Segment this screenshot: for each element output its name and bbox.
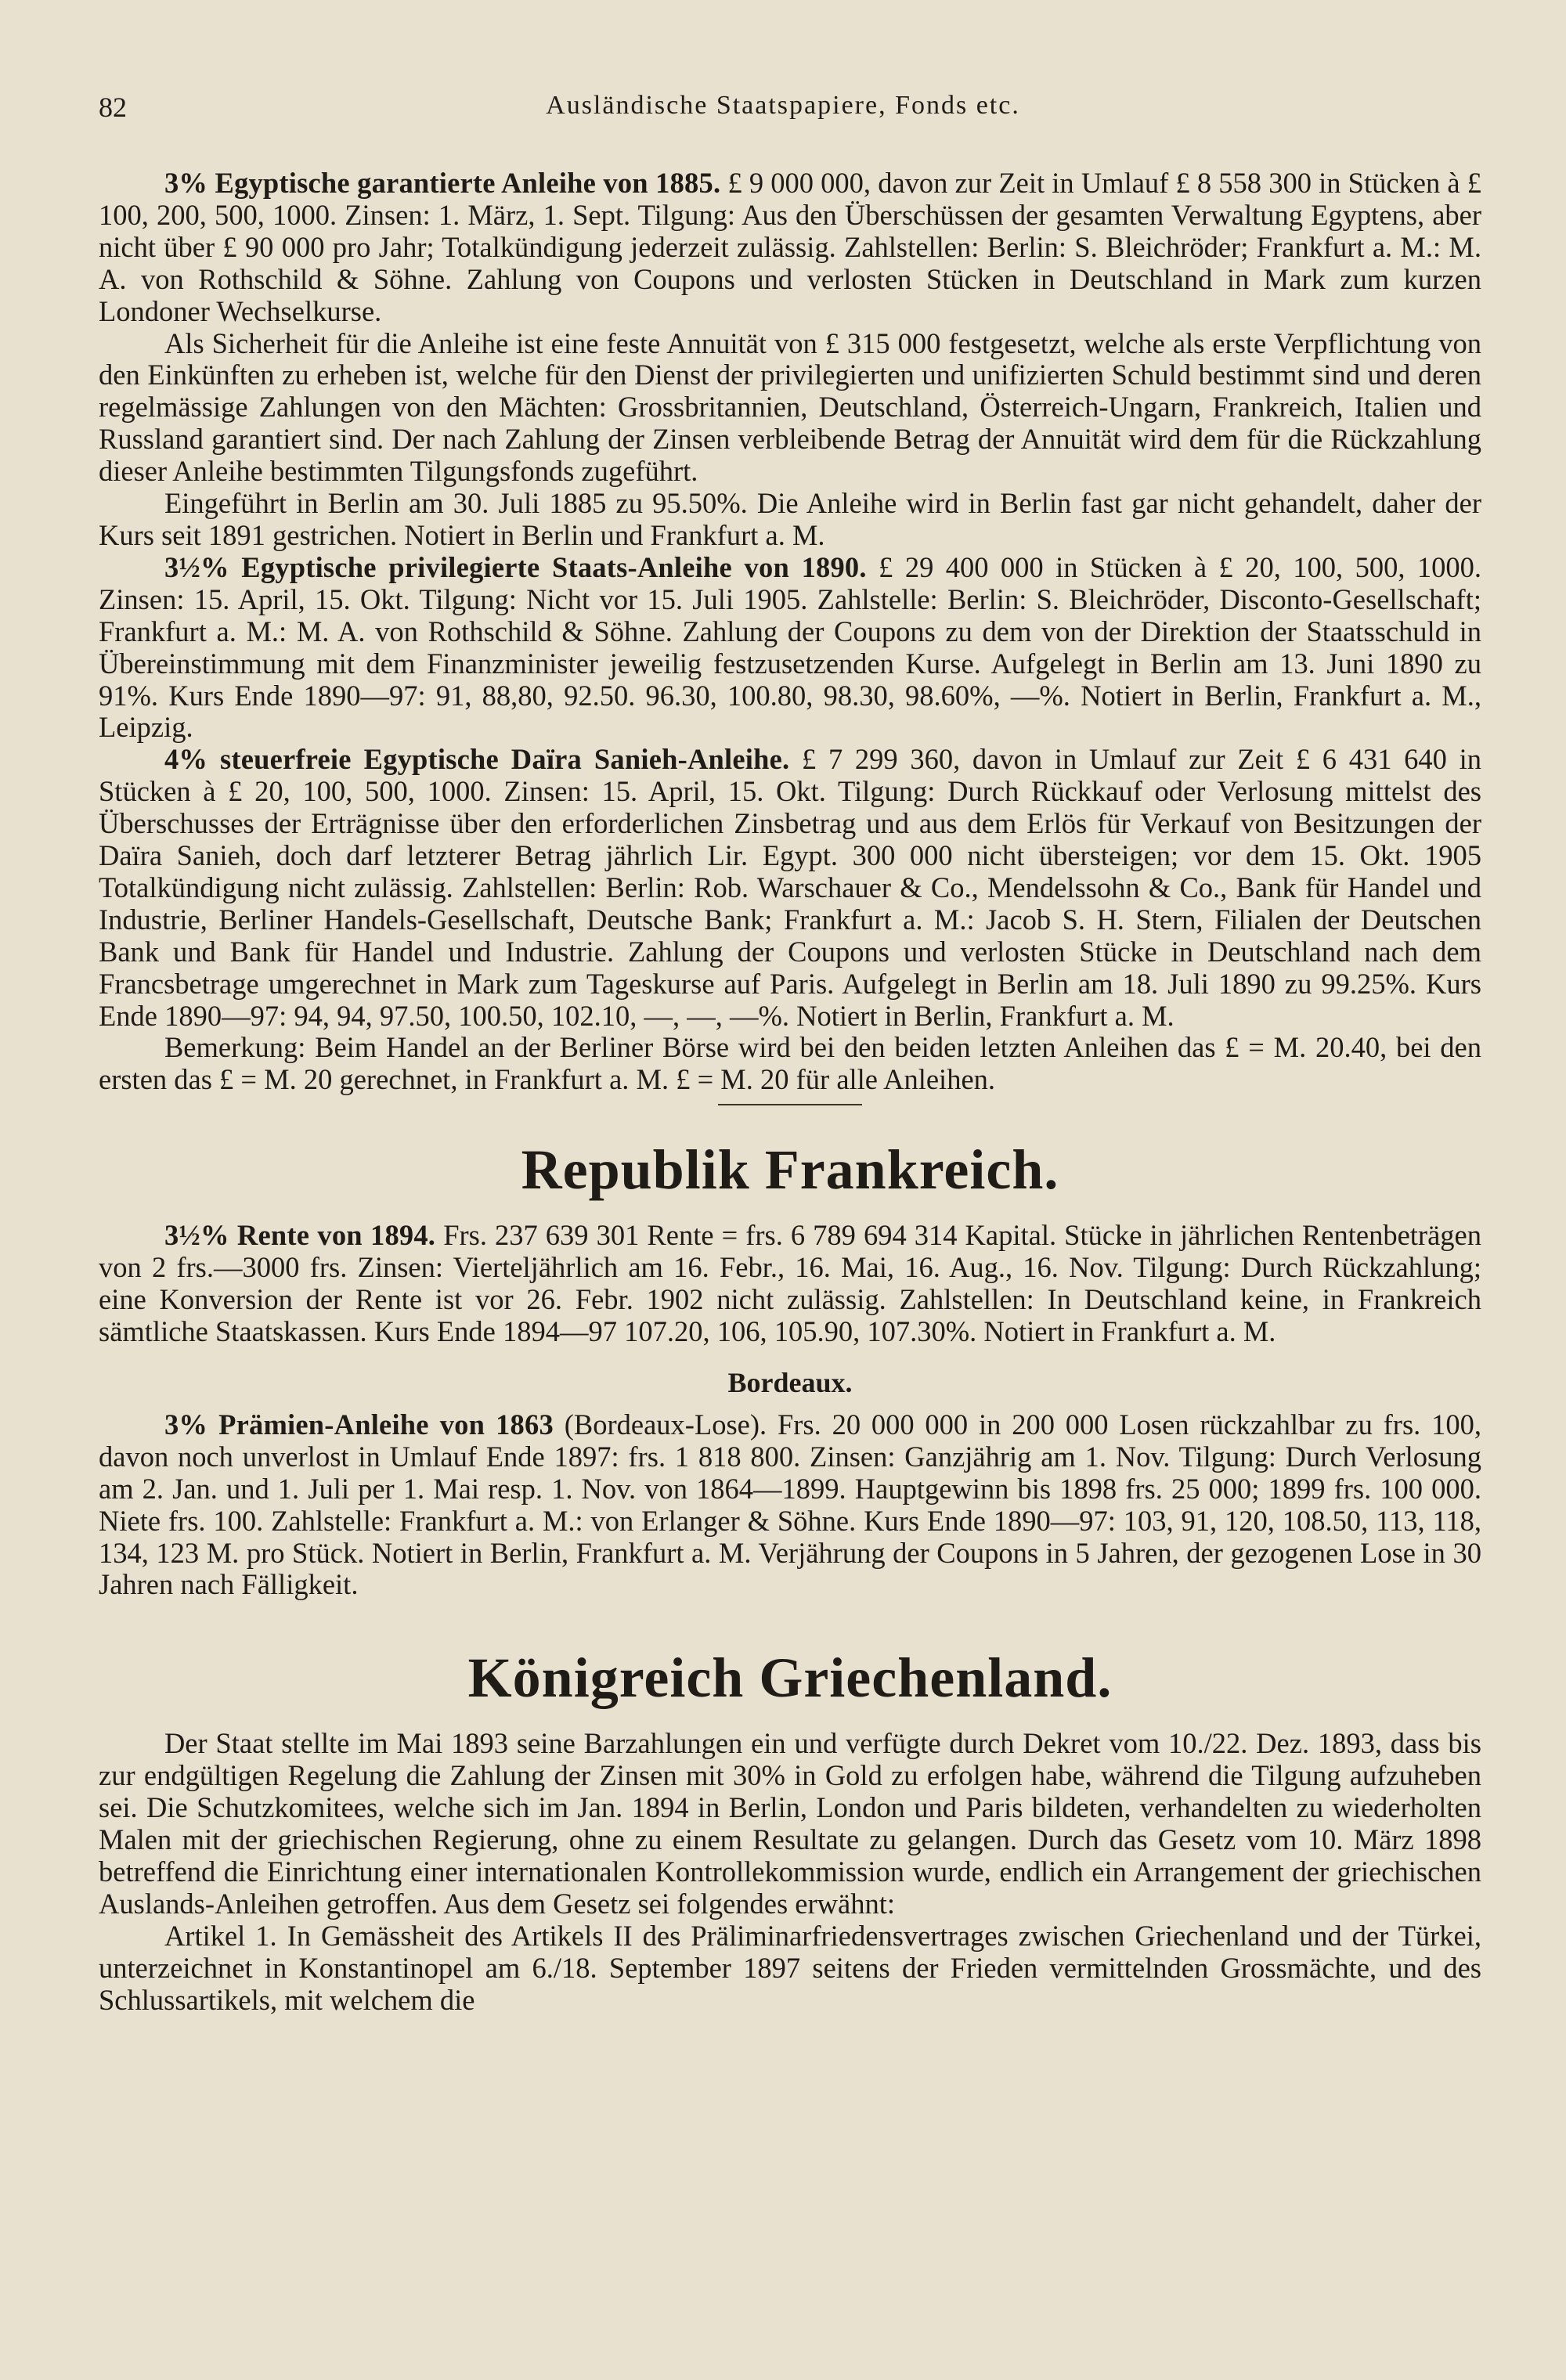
entry-text: £ 29 400 000 in Stücken à £ 20, 100, 500, 1000. Zinsen: 15. April, 15. Okt. Tilgung: Nicht vor 15. Juli 1905. Zahlstelle: Berlin: S. Bleichröder, Disconto-Gesellschaft; Frankfurt a. M.: M. A. von Rothschild & Söhne. Zahlung der Coupons zu dem von der Direktion der Staatsschuld in Übereinstimmung mit dem Finanzminister jeweilig festzusetzenden Kurse. Aufgelegt in Berlin am 13. Juni 1890 zu 91%. Kurs Ende 1890—97: 91, 88,80, 92.50. 96.30, 100.80, 98.30, 98.60%, —%. Notiert in Berlin, Frankfurt a. M., Leipzig. <box>99 550 1482 744</box>
page-body <box>99 168 1481 2017</box>
entry-title: 3% Egyptische garantierte Anleihe von 1885. <box>164 167 721 199</box>
greece-intro-paragraph: Der Staat stellte im Mai 1893 seine Barzahlungen ein und verfügte durch Dekret vom 10./22. Dez. 1893, dass bis zur endgültigen Regelung die Zahlung der Zinsen mit 30% in Gold zu erfolgen habe, während die Tilgung aufzuheben sei. Die Schutzkomitees, welche sich im Jan. 1894 in Berlin, London und Paris bildeten, verhandelten zu wiederholten Malen mit der griechischen Regierung, ohne zu einem Resultate zu gelangen. Durch das Gesetz vom 10. März 1898 betreffend die Einrichtung einer internationalen Kontrollekommission wurde, endlich ein Arrangement der griechischen Auslands-Anleihen getroffen. Aus dem Gesetz sei folgendes erwähnt: <box>99 1727 1481 1920</box>
entry-title: 3% Prämien-Anleihe von 1863 <box>164 1408 554 1441</box>
entry-title: 3½% Egyptische privilegierte Staats-Anleihe von 1890. <box>164 550 867 583</box>
running-title: Ausländische Staatspapiere, Fonds etc. <box>546 91 1020 120</box>
section-divider <box>718 1104 862 1105</box>
france-rente-1894-entry <box>99 1220 1481 1348</box>
entry-text: £ 7 299 360, davon in Umlauf zur Zeit £ 6 431 640 in Stücken à £ 20, 100, 500, 1000. Zinsen: 15. April, 15. Okt. Tilgung: Durch Rückkauf oder Verlosung mittelst des Überschusses der Erträgnisse über den erforderlichen Zinsbetrag und aus dem Erlös für Verkauf von Besitzungen der Daïra Sanieh, doch darf letzterer Betrag jährlich Lir. Egypt. 300 000 nicht übersteigen; vor dem 15. Okt. 1905 Totalkündigung nicht zulässig. Zahlstellen: Berlin: Rob. Warschauer & Co., Mendelssohn & Co., Bank für Handel und Industrie, Berliner Handels-Gesellschaft, Deutsche Bank; Frankfurt a. M.: Jacob S. H. Stern, Filialen der Deutschen Bank und Bank für Handel und Industrie. Zahlung der Coupons und verlosten Stücke in Deutschland nach dem Francsbetrage umgerechnet in Mark zum Tageskurse auf Paris. Aufgelegt in Berlin am 18. Juli 1890 zu 99.25%. Kurs Ende 1890—97: 94, 94, 97.50, 100.50, 102.10, —, —, —%. Notiert in Berlin, Frankfurt a. M. <box>99 743 1481 1032</box>
page-number: 82 <box>99 92 127 123</box>
section-heading-france: Republik Frankreich. <box>521 1138 1059 1202</box>
page-header <box>99 91 1467 130</box>
entry-text: £ 9 000 000, davon zur Zeit in Umlauf £ 8 558 300 in Stücken à £ 100, 200, 500, 1000. Zinsen: 1. März, 1. Sept. Tilgung: Aus den Überschüssen der gesamten Verwaltung Egyptens, aber nicht über £ 90 000 pro Jahr; Totalkündigung jederzeit zulässig. Zahlstellen: Berlin: S. Bleichröder; Frankfurt a. M.: M. A. von Rothschild & Söhne. Zahlung von Coupons und verlosten Stücken in Deutschland in Mark zum kurzen Londoner Wechselkurse. <box>99 167 1482 327</box>
entry-text: Frs. 237 639 301 Rente = frs. 6 789 694 314 Kapital. Stücke in jährlichen Rentenbeträgen von 2 frs.—3000 frs. Zinsen: Vierteljährlich am 16. Febr., 16. Mai, 16. Aug., 16. Nov. Tilgung: Durch Rückzahlung; eine Konversion der Rente ist vor 26. Febr. 1902 nicht zulässig. Zahlstellen: In Deutschland keine, in Frankreich sämtliche Staatskassen. Kurs Ende 1894—97 107.20, 106, 105.90, 107.30%. Notiert in Frankfurt a. M. <box>99 1219 1481 1347</box>
egypt-remark-paragraph: Bemerkung: Beim Handel an der Berliner Börse wird bei den beiden letzten Anleihen das £ = M. 20.40, bei den ersten das £ = M. 20 gerechnet, in Frankfurt a. M. £ = M. 20 für alle Anleihen. <box>99 1031 1481 1096</box>
egypt-listing-paragraph: Eingeführt in Berlin am 30. Juli 1885 zu 95.50%. Die Anleihe wird in Berlin fast gar nicht gehandelt, daher der Kurs seit 1891 gestrichen. Notiert in Berlin und Frankfurt a. M. <box>99 487 1481 551</box>
entry-text: (Bordeaux-Lose). Frs. 20 000 000 in 200 000 Losen rückzahlbar zu frs. 100, davon noch unverlost in Umlauf Ende 1897: frs. 1 818 800. Zinsen: Ganzjährig am 1. Nov. Tilgung: Durch Verlosung am 2. Jan. und 1. Juli per 1. Mai resp. 1. Nov. von 1864—1899. Hauptgewinn bis 1898 frs. 25 000; 1899 frs. 100 000. Niete frs. 100. Zahlstelle: Frankfurt a. M.: von Erlanger & Söhne. Kurs Ende 1890—97: 103, 91, 120, 108.50, 113, 118, 134, 123 M. pro Stück. Notiert in Berlin, Frankfurt a. M. Verjährung der Coupons in 5 Jahren, der gezogenen Lose in 30 Jahren nach Fälligkeit. <box>99 1408 1481 1601</box>
entry-title: 4% steuerfreie Egyptische Daïra Sanieh-Anleihe. <box>164 743 790 776</box>
egypt-security-paragraph: Als Sicherheit für die Anleihe ist eine feste Annuität von £ 315 000 festgesetzt, welche als erste Verpflichtung von den Einkünften zu erheben ist, welche für den Dienst der privilegierten und unifizierten Schuld bestimmt sind und deren regelmässige Zahlungen von den Mächten: Grossbritannien, Deutschland, Österreich-Ungarn, Frankreich, Italien und Russland garantiert sind. Der nach Zahlung der Zinsen verbleibende Betrag der Annuität wird dem für die Rückzahlung dieser Anleihe bestimmten Tilgungsfonds zugeführt. <box>99 326 1481 488</box>
entry-title: 3½% Rente von 1894. <box>164 1219 436 1252</box>
section-heading-greece: Königreich Griechenland. <box>467 1646 1113 1710</box>
greece-article-1-paragraph: Artikel 1. In Gemässheit des Artikels II des Präliminarfriedensvertrages zwischen Griechenland und der Türkei, unterzeichnet in Konstantinopel am 6./18. September 1897 seitens der Frieden vermittelnden Grossmächte, und des Schlussartikels, mit welchem die <box>99 1919 1481 2016</box>
egypt-daira-sanieh-entry <box>99 744 1481 1032</box>
egypt-1890-loan-entry <box>99 552 1481 744</box>
bordeaux-premium-loan-entry <box>99 1409 1481 1601</box>
egypt-1885-loan-entry <box>99 168 1481 328</box>
subheading-bordeaux: Bordeaux. <box>727 1366 853 1398</box>
